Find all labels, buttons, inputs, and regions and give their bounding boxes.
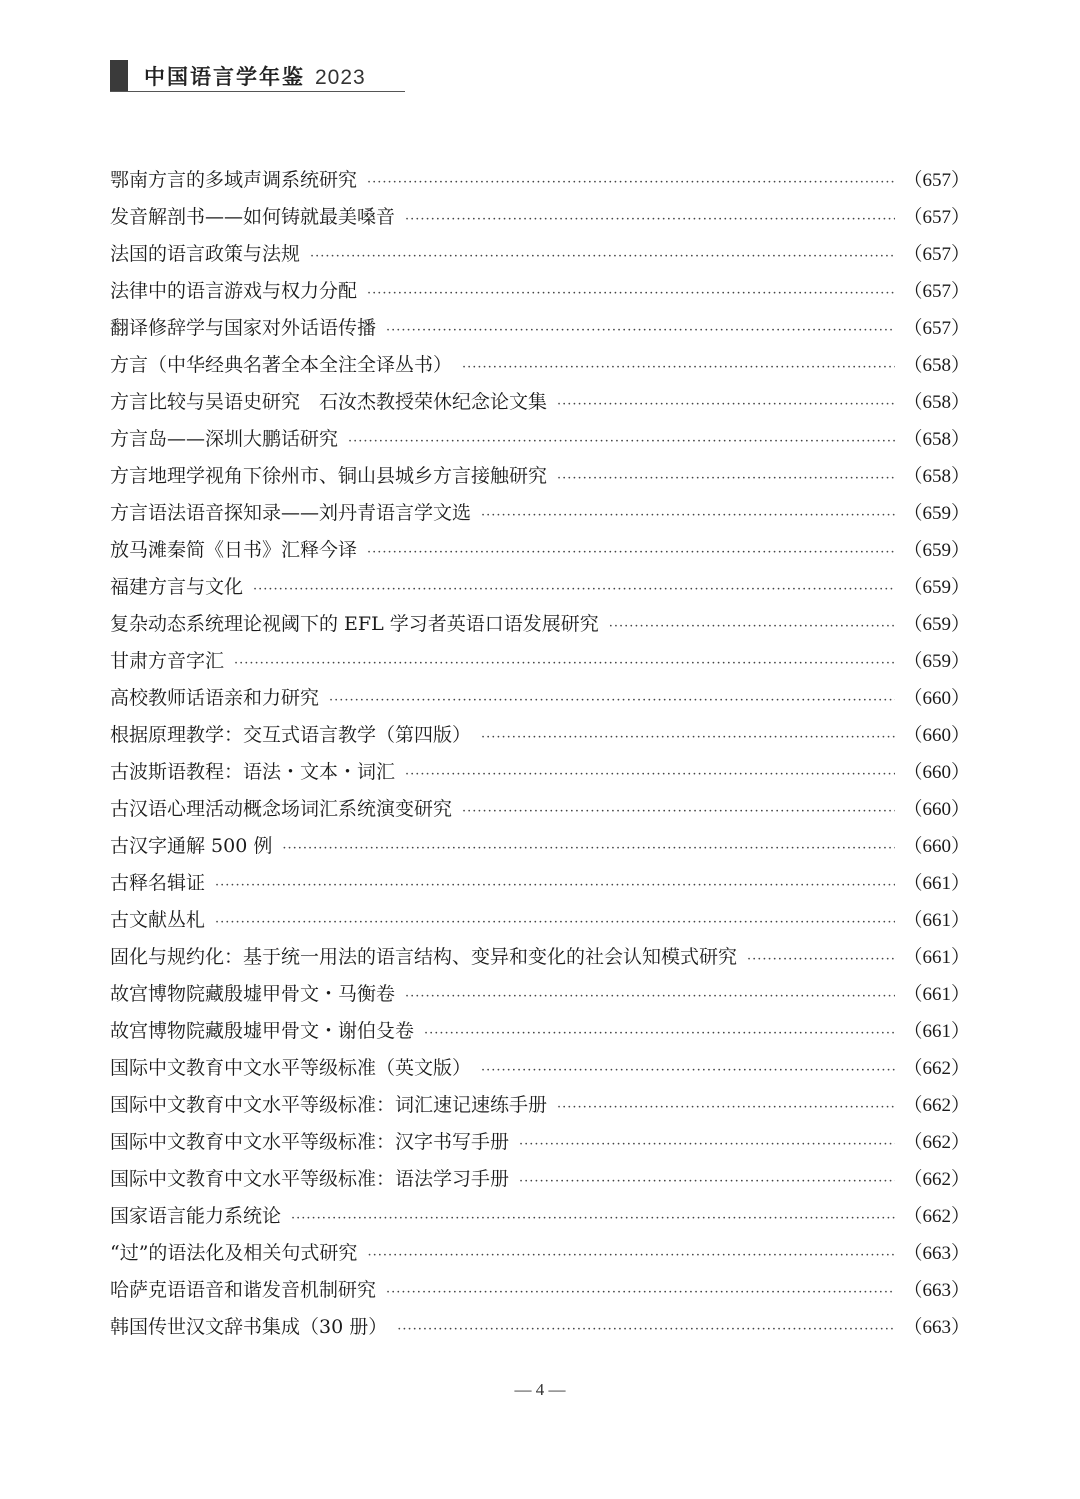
toc-entry-page: （661） — [903, 910, 970, 931]
toc-entry-title: 翻译修辞学与国家对外话语传播 — [110, 317, 377, 339]
toc-entry-page: （661） — [903, 1021, 970, 1042]
toc-entry-page: （657） — [903, 244, 970, 265]
toc-entry-title: 古波斯语教程：语法・文本・词汇 — [110, 761, 396, 783]
toc-entry-page: （663） — [903, 1317, 970, 1338]
toc-entry — [110, 754, 970, 791]
page-number: — 4 — — [514, 1380, 566, 1399]
toc-entry-title: 方言岛——深圳大鹏话研究 — [110, 428, 339, 450]
running-header — [110, 60, 405, 92]
toc-leader-dots — [405, 201, 895, 238]
toc-entry — [110, 1087, 970, 1124]
toc-entry-page: （657） — [903, 207, 970, 228]
toc-entry-page: （662） — [903, 1058, 970, 1079]
toc-entry — [110, 1272, 970, 1309]
toc-entry — [110, 976, 970, 1013]
toc-leader-dots — [282, 830, 895, 867]
toc-entry-title: 甘肃方音字汇 — [110, 650, 225, 672]
toc-leader-dots — [291, 1200, 895, 1237]
toc-entry — [110, 569, 970, 606]
toc-leader-dots — [386, 1274, 895, 1311]
toc-entry — [110, 939, 970, 976]
toc-entry-page: （660） — [903, 799, 970, 820]
toc-entry — [110, 1309, 970, 1346]
toc-entry-title: 方言比较与吴语史研究 石汝杰教授荣休纪念论文集 — [110, 391, 548, 413]
toc-entry-page: （661） — [903, 984, 970, 1005]
toc-entry — [110, 532, 970, 569]
toc-entry-page: （663） — [903, 1243, 970, 1264]
toc-entry-title: 古释名辑证 — [110, 872, 206, 894]
toc-entry-title: 福建方言与文化 — [110, 576, 244, 598]
toc-leader-dots — [519, 1126, 895, 1163]
toc-entry-title: 国际中文教育中文水平等级标准：汉字书写手册 — [110, 1131, 510, 1153]
toc-entry-title: 发音解剖书——如何铸就最美嗓音 — [110, 206, 396, 228]
toc-entry — [110, 199, 970, 236]
toc-entry-page: （662） — [903, 1095, 970, 1116]
toc-entry-title: 国际中文教育中文水平等级标准：词汇速记速练手册 — [110, 1094, 548, 1116]
toc-leader-dots — [329, 682, 895, 719]
toc-entry-page: （662） — [903, 1206, 970, 1227]
toc-entry — [110, 384, 970, 421]
toc-entry-page: （660） — [903, 725, 970, 746]
toc-entry-page: （661） — [903, 873, 970, 894]
toc-entry — [110, 347, 970, 384]
toc-entry-page: （659） — [903, 577, 970, 598]
toc-leader-dots — [405, 978, 895, 1015]
toc-entry-title: 法律中的语言游戏与权力分配 — [110, 280, 358, 302]
toc-entry-title: 方言语法语音探知录——刘丹青语言学文选 — [110, 502, 472, 524]
toc-entry-title: 国家语言能力系统论 — [110, 1205, 282, 1227]
toc-entry-title: 法国的语言政策与法规 — [110, 243, 301, 265]
toc-leader-dots — [367, 1237, 895, 1274]
header-bar-decoration — [110, 60, 128, 92]
toc-entry-page: （659） — [903, 614, 970, 635]
toc-entry — [110, 236, 970, 273]
toc-leader-dots — [609, 608, 896, 645]
toc-entry — [110, 421, 970, 458]
toc-entry-title: 韩国传世汉文辞书集成（30 册） — [110, 1316, 388, 1338]
toc-entry-title: 鄂南方言的多域声调系统研究 — [110, 169, 358, 191]
toc-entry — [110, 1235, 970, 1272]
toc-entry-title: 方言地理学视角下徐州市、铜山县城乡方言接触研究 — [110, 465, 548, 487]
toc-leader-dots — [215, 867, 895, 904]
toc-entry-page: （657） — [903, 281, 970, 302]
toc-leader-dots — [557, 1089, 895, 1126]
toc-entry — [110, 828, 970, 865]
toc-entry-title: 国际中文教育中文水平等级标准（英文版） — [110, 1057, 472, 1079]
toc-entry-page: （657） — [903, 318, 970, 339]
toc-entry-page: （658） — [903, 466, 970, 487]
toc-entry-page: （657） — [903, 170, 970, 191]
toc-entry-page: （662） — [903, 1169, 970, 1190]
toc-entry-page: （663） — [903, 1280, 970, 1301]
toc-leader-dots — [462, 349, 895, 386]
toc-entry-page: （660） — [903, 762, 970, 783]
toc-leader-dots — [367, 534, 895, 571]
toc-entry — [110, 310, 970, 347]
toc-entry-title: 古汉字通解 500 例 — [110, 835, 273, 857]
toc-leader-dots — [481, 497, 895, 534]
toc-leader-dots — [215, 904, 895, 941]
toc-entry — [110, 1050, 970, 1087]
toc-leader-dots — [557, 460, 895, 497]
toc-entry-title: 故宫博物院藏殷墟甲骨文・谢伯殳卷 — [110, 1020, 415, 1042]
toc-entry-title: “过”的语法化及相关句式研究 — [110, 1242, 358, 1264]
book-title-text: 中国语言学年鉴 — [144, 65, 305, 89]
toc-leader-dots — [367, 275, 895, 312]
toc-entry-page: （662） — [903, 1132, 970, 1153]
toc-entry-title: 古汉语心理活动概念场词汇系统演变研究 — [110, 798, 453, 820]
book-title — [144, 61, 366, 91]
toc-entry-page: （658） — [903, 392, 970, 413]
toc-leader-dots — [462, 793, 895, 830]
toc-entry-page: （658） — [903, 429, 970, 450]
toc-entry-page: （659） — [903, 651, 970, 672]
toc-entry-title: 国际中文教育中文水平等级标准：语法学习手册 — [110, 1168, 510, 1190]
toc-entry — [110, 791, 970, 828]
toc-entry-page: （659） — [903, 540, 970, 561]
toc-leader-dots — [405, 756, 895, 793]
toc-entry-page: （659） — [903, 503, 970, 524]
toc-entry-page: （660） — [903, 836, 970, 857]
toc-entry — [110, 273, 970, 310]
toc-leader-dots — [348, 423, 895, 460]
toc-entry-title: 固化与规约化：基于统一用法的语言结构、变异和变化的社会认知模式研究 — [110, 946, 738, 968]
toc-entry — [110, 680, 970, 717]
table-of-contents — [110, 162, 970, 1346]
toc-leader-dots — [386, 312, 895, 349]
toc-entry — [110, 865, 970, 902]
toc-leader-dots — [397, 1311, 895, 1348]
toc-leader-dots — [747, 941, 895, 978]
toc-entry-title: 故宫博物院藏殷墟甲骨文・马衡卷 — [110, 983, 396, 1005]
toc-entry-title: 高校教师话语亲和力研究 — [110, 687, 320, 709]
book-year: 2023 — [315, 66, 366, 89]
toc-entry — [110, 717, 970, 754]
toc-entry — [110, 1198, 970, 1235]
toc-leader-dots — [424, 1015, 895, 1052]
header-rule — [110, 91, 405, 92]
toc-entry-page: （658） — [903, 355, 970, 376]
toc-leader-dots — [481, 1052, 895, 1089]
toc-entry — [110, 606, 970, 643]
toc-entry-title: 方言（中华经典名著全本全注全译丛书） — [110, 354, 453, 376]
toc-entry-title: 哈萨克语语音和谐发音机制研究 — [110, 1279, 377, 1301]
toc-entry — [110, 1013, 970, 1050]
toc-leader-dots — [557, 386, 895, 423]
toc-entry — [110, 162, 970, 199]
toc-entry-page: （661） — [903, 947, 970, 968]
toc-leader-dots — [234, 645, 895, 682]
toc-entry — [110, 902, 970, 939]
toc-entry-title: 古文献丛札 — [110, 909, 206, 931]
toc-entry — [110, 643, 970, 680]
toc-leader-dots — [481, 719, 895, 756]
toc-entry-title: 根据原理教学：交互式语言教学（第四版） — [110, 724, 472, 746]
toc-entry — [110, 495, 970, 532]
toc-leader-dots — [367, 164, 895, 201]
toc-entry — [110, 458, 970, 495]
toc-entry — [110, 1124, 970, 1161]
toc-entry-title: 放马滩秦简《日书》汇释今译 — [110, 539, 358, 561]
toc-leader-dots — [519, 1163, 895, 1200]
toc-entry-page: （660） — [903, 688, 970, 709]
toc-entry-title: 复杂动态系统理论视阈下的 EFL 学习者英语口语发展研究 — [110, 613, 599, 635]
toc-leader-dots — [253, 571, 895, 608]
toc-leader-dots — [310, 238, 895, 275]
toc-entry — [110, 1161, 970, 1198]
